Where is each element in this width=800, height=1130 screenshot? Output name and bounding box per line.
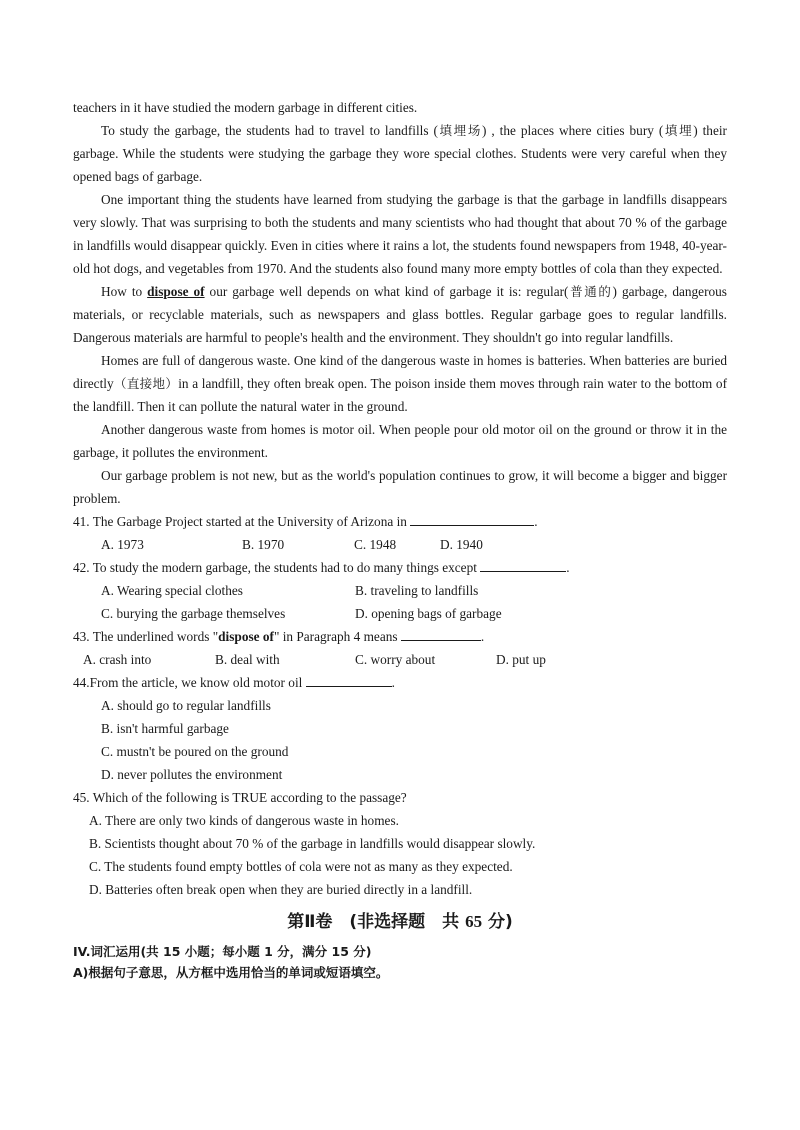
option-c[interactable]: C. mustn't be poured on the ground [101,744,289,759]
chinese-gloss: 填埋 [663,123,694,138]
option-d[interactable]: D. 1940 [440,537,483,552]
chinese-gloss: 普通的 [568,284,613,299]
passage-paragraph-7: Our garbage problem is not new, but as the world's population continues to grow, it will become a bigger and bigger problem. [73,468,727,506]
exam-page [73,96,727,983]
option-c[interactable]: C. burying the garbage themselves [101,606,286,621]
answer-blank[interactable] [306,672,392,687]
option-a[interactable]: A. crash into [83,652,152,667]
option-c[interactable]: C. The students found empty bottles of cola were not as many as they expected. [89,859,513,874]
question-43: 43. The underlined words "dispose of" in Paragraph 4 means . [73,625,727,648]
question-45: 45. Which of the following is TRUE according to the passage? [73,790,407,805]
section-title: 第Ⅱ卷 (非选择题 共 65 分) [287,912,513,932]
question-41: 41. The Garbage Project started at the University of Arizona in . [73,510,727,533]
passage-paragraph-4: How to dispose of our garbage well depends on what kind of garbage it is: regular(普通的) garbage, dangerous materials, or recyclable materials, such as newspapers and glass bottles. Regular garbage goes to regular landfills. Dangerous materials are harmful to people's health and the environment. They shouldn't go into regular landfills. [73,284,727,345]
passage-paragraph-6: Another dangerous waste from homes is motor oil. When people pour old motor oil on the ground or throw it in the garbage, it pollutes the environment. [73,422,727,460]
passage-paragraph-5: Homes are full of dangerous waste. One kind of the dangerous waste in homes is batteries. When batteries are buried directly（直接地）in a landfill, they often break open. The poison inside them moves through rain water to the bottom of the landfill. Then it can pollute the natural water in the ground. [73,353,727,414]
question-41-options [73,533,727,556]
option-d[interactable]: D. put up [496,652,546,667]
chinese-gloss: 填埋场 [437,123,482,138]
underlined-phrase: dispose of [147,284,205,299]
passage-paragraph-1: teachers in it have studied the modern garbage in different cities. [73,100,418,115]
option-a[interactable]: A. 1973 [101,537,144,552]
bold-phrase: dispose of [218,629,274,644]
option-c[interactable]: C. 1948 [354,537,397,552]
passage-paragraph-2: To study the garbage, the students had to travel to landfills (填埋场) , the places where cities bury (填埋) their garbage. While the students were studying the garbage they wore special clothes. Students were very careful when they opened bags of garbage. [73,123,727,184]
option-a[interactable]: A. should go to regular landfills [101,698,271,713]
option-a[interactable]: A. Wearing special clothes [101,583,243,598]
question-43-options [73,648,727,671]
option-d[interactable]: D. Batteries often break open when they are buried directly in a landfill. [89,882,473,897]
question-44: 44.From the article, we know old motor oil . [73,671,727,694]
question-42-options-row-1 [73,579,727,602]
question-42-options-row-2 [73,602,727,625]
chinese-gloss: （直接地） [113,376,179,391]
answer-blank[interactable] [480,557,566,572]
question-42: 42. To study the modern garbage, the students had to do many things except . [73,556,727,579]
section-subheading: IV.词汇运用(共 15 小题；每小题 1 分，满分 15 分) [73,944,372,959]
answer-blank[interactable] [410,511,534,526]
option-c[interactable]: C. worry about [355,652,436,667]
option-d[interactable]: D. opening bags of garbage [355,606,502,621]
option-b[interactable]: B. traveling to landfills [355,583,479,598]
option-b[interactable]: B. isn't harmful garbage [101,721,229,736]
option-b[interactable]: B. deal with [215,652,280,667]
passage-paragraph-3: One important thing the students have learned from studying the garbage is that the garbage in landfills disappears very slowly. That was surprising to both the students and many scientists who had thought that about 70 % of the garbage in landfills would disappear quickly. Even in cities where it rains a lot, the students found newspapers from 1948, 40-year-old hot dogs, and vegetables from 1970. And the students also found many more empty bottles of cola than they expected. [73,192,727,276]
option-a[interactable]: A. There are only two kinds of dangerous waste in homes. [89,813,399,828]
section-instruction: A)根据句子意思，从方框中选用恰当的单词或短语填空。 [73,965,389,980]
option-b[interactable]: B. Scientists thought about 70 % of the garbage in landfills would disappear slowly. [89,836,536,851]
option-d[interactable]: D. never pollutes the environment [101,767,283,782]
answer-blank[interactable] [401,626,481,641]
option-b[interactable]: B. 1970 [242,537,285,552]
